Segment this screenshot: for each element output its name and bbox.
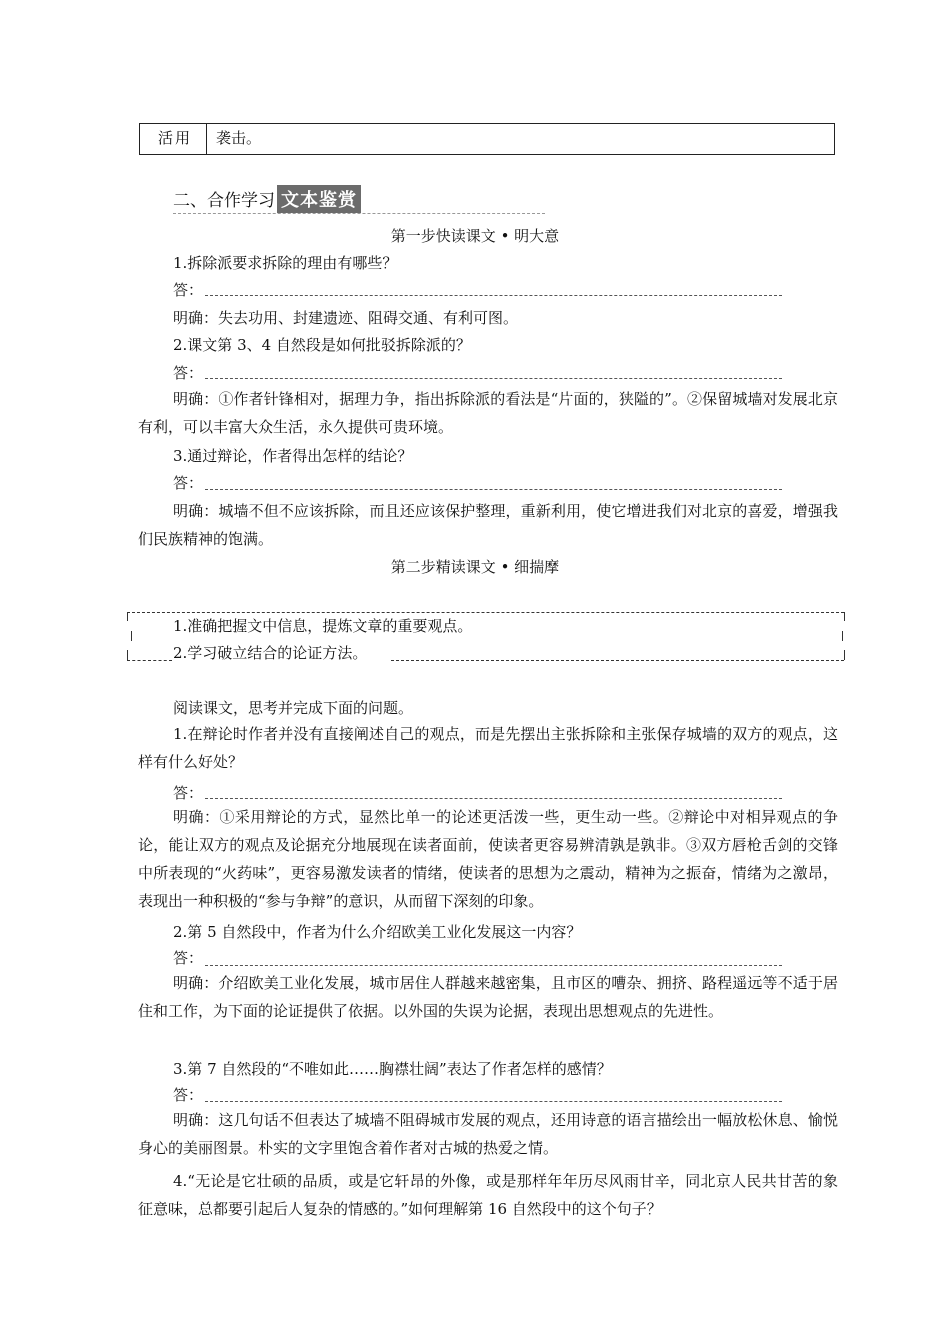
goals-box-corner xyxy=(127,650,128,660)
step1-answer-3: 明确：城墙不但不应该拆除，而且还应该保护整理，重新利用，使它增进我们对北京的喜爱，增强我们民族精神的饱满。 xyxy=(138,502,838,548)
step1-answer-2: 明确：①作者针锋相对，据理力争，指出拆除派的看法是“片面的，狭隘的”。②保留城墙对发展北京有利，可以丰富大众生活，永久提供可贵环境。 xyxy=(138,390,838,436)
step2-question-3: 3.第 7 自然段的“不唯如此……胸襟壮阔”表达了作者怎样的感情？ xyxy=(173,1060,612,1078)
goals-box-corner xyxy=(844,612,845,621)
goal-2: 2.学习破立结合的论证方法。 xyxy=(173,642,371,663)
step1-question-2: 2.课文第 3、4 自然段是如何批驳拆除派的？ xyxy=(173,336,471,354)
answer-blank-line[interactable] xyxy=(205,1101,782,1102)
step1-title: 第一步快读课文 • 明大意 xyxy=(390,227,560,245)
goal-1: 1.准确把握文中信息，提炼文章的重要观点。 xyxy=(173,617,473,635)
goals-box-bottom-border xyxy=(391,660,844,661)
table-content: 袭击。 xyxy=(216,129,262,147)
goals-box-corner xyxy=(844,650,845,660)
goals-box-corner xyxy=(127,612,128,621)
answer-blank-line[interactable] xyxy=(205,489,782,490)
section-underline xyxy=(173,213,545,214)
step1-question-1: 1.拆除派要求拆除的理由有哪些？ xyxy=(173,254,398,272)
answer-blank-line[interactable] xyxy=(205,965,782,966)
section-badge: 文本鉴赏 xyxy=(277,185,361,213)
step2-question-4: 4.“无论是它壮硕的品质，或是它轩昂的外像，或是那样年年历尽风雨甘辛，同北京人民共甘苦的象征意味，总都要引起后人复杂的情感的。”如何理解第 16 自然段中的这个句子？ xyxy=(138,1172,838,1218)
answer-blank-line[interactable] xyxy=(205,798,782,799)
reading-intro: 阅读课文，思考并完成下面的问题。 xyxy=(173,699,414,717)
step2-question-2: 2.第 5 自然段中，作者为什么介绍欧美工业化发展这一内容？ xyxy=(173,923,582,941)
answer-label: 答： xyxy=(173,281,204,299)
step1-question-3: 3.通过辩论，作者得出怎样的结论？ xyxy=(173,447,413,465)
goals-box-bottom-border xyxy=(127,660,172,661)
section-title: 二、合作学习 xyxy=(173,191,275,211)
step1-answer-1: 明确：失去功用、封建遗迹、阻碍交通、有利可图。 xyxy=(173,309,519,327)
answer-label: 答： xyxy=(173,949,204,967)
table-label: 活用 xyxy=(158,129,193,147)
step2-answer-2: 明确：介绍欧美工业化发展，城市居住人群越来越密集，且市区的嘈杂、拥挤、路程遥远等不适于居住和工作，为下面的论证提供了依据。以外国的失误为论据，表现出思想观点的先进性。 xyxy=(138,974,838,1020)
answer-blank-line[interactable] xyxy=(205,378,782,379)
step2-question-1: 1.在辩论时作者并没有直接阐述自己的观点，而是先摆出主张拆除和主张保存城墙的双方的观点，这样有什么好处？ xyxy=(138,725,838,771)
goals-box-tick xyxy=(131,631,132,641)
answer-label: 答： xyxy=(173,474,204,492)
goals-box-top-border xyxy=(127,612,844,613)
answer-blank-line[interactable] xyxy=(205,295,782,296)
step2-title: 第二步精读课文 • 细揣摩 xyxy=(390,558,560,576)
vocab-table-row xyxy=(139,123,835,155)
answer-label: 答： xyxy=(173,1086,204,1104)
step2-answer-3: 明确：这几句话不但表达了城墙不阻碍城市发展的观点，还用诗意的语言描绘出一幅放松休息、愉悦身心的美丽图景。朴实的文字里饱含着作者对古城的热爱之情。 xyxy=(138,1111,838,1157)
step2-answer-1: 明确：①采用辩论的方式，显然比单一的论述更活泼一些，更生动一些。②辩论中对相异观点的争论，能让双方的观点及论据充分地展现在读者面前，使读者更容易辨清孰是孰非。③双方唇枪舌剑的交锋中所表现的“火药味”，更容易激发读者的情绪，使读者的思想为之震动，精神为之振奋，情绪为之激昂，表现出一种积极的“参与争辩”的意识，从而留下深刻的印象。 xyxy=(138,808,838,910)
goals-box-tick xyxy=(842,631,843,641)
answer-label: 答： xyxy=(173,364,204,382)
answer-label: 答： xyxy=(173,784,204,802)
section-heading xyxy=(173,185,361,213)
